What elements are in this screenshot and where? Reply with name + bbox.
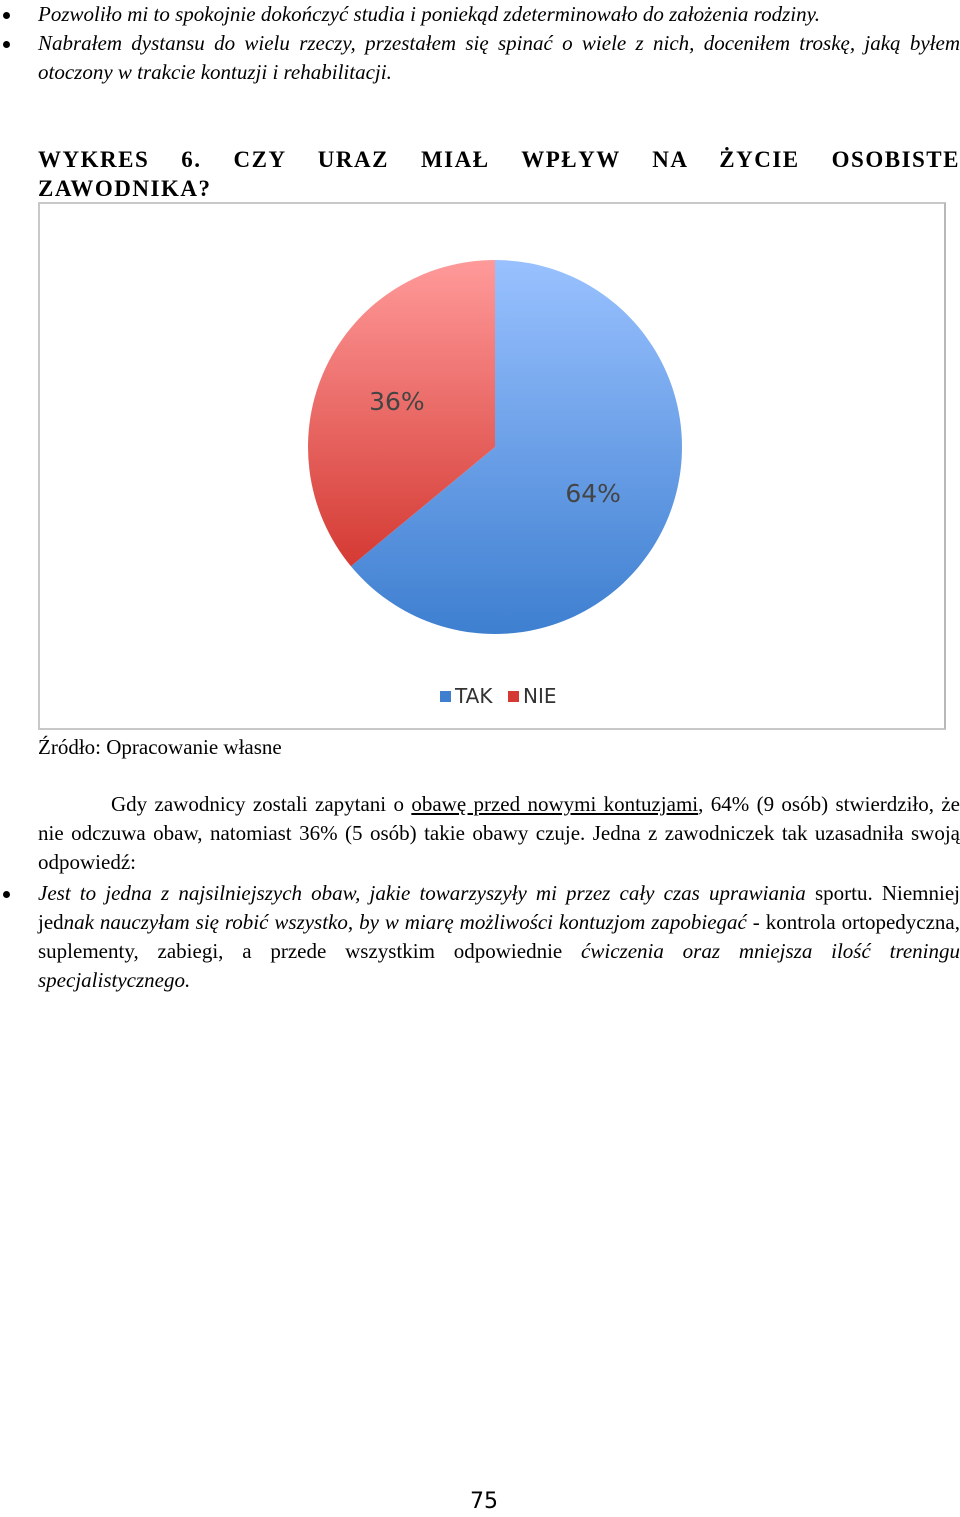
bullet-text: Nabrałem dystansu do wielu rzeczy, przestałem się spinać o wiele z nich, doceniłem troskę, jaką byłem otoczony w trakcie kontuzji i rehabilitacji. [38, 31, 960, 84]
quote-text-part2: sportu. Niemniej jed [38, 881, 960, 934]
bullet-item [0, 29, 960, 87]
legend-swatch-tak [440, 691, 451, 702]
legend-label-tak: TAK [455, 684, 493, 708]
quote-text-part4: - kontrola ortopedyczna, suplementy, zabiegi, a przede wszystkim odpowiednie [38, 910, 960, 963]
pie-chart-frame [38, 202, 946, 730]
pie-chart [40, 204, 944, 728]
paragraph-text-after: , 64% (9 osób) stwierdziło, że nie odczuwa obaw, natomiast 36% (5 osób) takie obawy czuje. Jedna z zawodniczek tak uzasadniła swoją odpowiedź: [38, 792, 960, 874]
pie-data-label-nie: 36% [369, 386, 425, 416]
quote-bullet-list [0, 879, 960, 995]
legend-swatch-nie [508, 691, 519, 702]
bullet-item [0, 0, 960, 29]
body-paragraph [38, 790, 960, 877]
paragraph-text-before: Gdy zawodnicy zostali zapytani o [111, 792, 412, 816]
source-caption: Źródło: Opracowanie własne [38, 735, 282, 759]
legend-label-nie: NIE [523, 684, 557, 708]
quote-text-part3: nak nauczyłam się robić wszystko, by w miarę możliwości kontuzjom zapobiegać [63, 910, 747, 934]
bullet-dot-icon [3, 41, 10, 48]
bullet-dot-icon [3, 891, 10, 898]
chart-heading: WYKRES 6. CZY URAZ MIAŁ WPŁYW NA ŻYCIE OSOBISTE ZAWODNIKA? [38, 147, 960, 201]
page-number: 75 [470, 1489, 498, 1514]
paragraph-underlined-text: obawę przed nowymi kontuzjami [411, 792, 699, 816]
quote-text-part5: ćwiczenia oraz mniejsza ilość treningu specjalistycznego. [38, 939, 960, 992]
bullet-text: Pozwoliło mi to spokojnie dokończyć studia i poniekąd zdeterminowało do założenia rodziny. [38, 2, 820, 26]
pie-data-label-tak: 64% [565, 479, 621, 509]
bullet-dot-icon [3, 12, 10, 19]
intro-bullet-list [0, 0, 960, 87]
quote-text-part1: Jest to jedna z najsilniejszych obaw, jakie towarzyszyły mi przez cały czas uprawiania [38, 881, 806, 905]
quote-item [0, 879, 960, 995]
